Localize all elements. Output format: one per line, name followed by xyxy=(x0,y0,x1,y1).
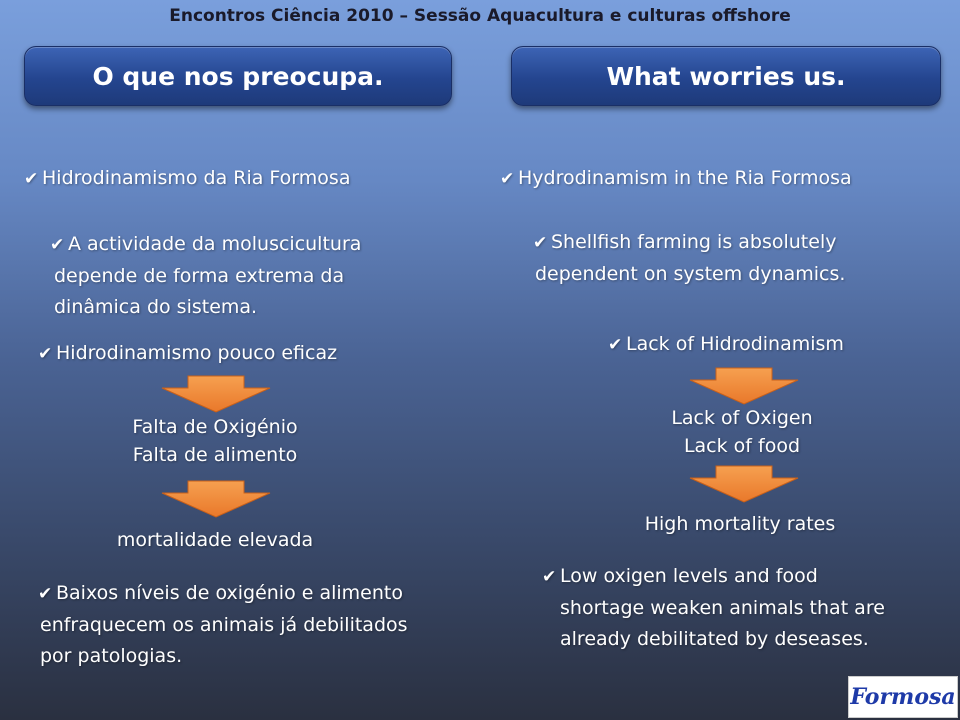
right-item-2-line-1: Shellfish farming is absolutely xyxy=(551,231,837,253)
down-arrow-icon xyxy=(688,464,800,504)
check-mark-icon: ✔ xyxy=(542,567,557,587)
right-item-4-line-3: already debilitated by deseases. xyxy=(560,628,869,650)
left-item-4-line-3: por patologias. xyxy=(40,645,183,667)
left-item-4-line-1: Baixos níveis de oxigénio e alimento xyxy=(56,582,403,604)
down-arrow-icon xyxy=(688,366,800,406)
right-item-3-text: Lack of Hidrodinamism xyxy=(626,333,844,355)
right-item-2 xyxy=(533,227,845,290)
check-mark-icon: ✔ xyxy=(24,169,39,189)
check-mark-icon: ✔ xyxy=(500,169,515,189)
left-consequence-1-line-1: Falta de Oxigénio xyxy=(132,416,298,438)
left-item-4 xyxy=(38,578,408,672)
right-header-label: What worries us. xyxy=(606,61,846,91)
right-consequence-1-line-2: Lack of food xyxy=(683,435,801,457)
right-item-4 xyxy=(542,561,885,655)
left-consequence-2: mortalidade elevada xyxy=(116,529,314,551)
right-consequence-1 xyxy=(622,404,862,460)
right-item-3 xyxy=(608,330,844,359)
left-item-3 xyxy=(38,339,337,368)
left-header-label: O que nos preocupa. xyxy=(92,61,384,91)
left-item-2-line-1: A actividade da moluscicultura xyxy=(68,233,362,255)
right-item-1 xyxy=(500,164,852,193)
left-item-1 xyxy=(24,164,350,193)
formosa-logo xyxy=(848,676,958,718)
check-mark-icon: ✔ xyxy=(38,344,53,364)
left-item-4-line-2: enfraquecem os animais já debilitados xyxy=(40,614,408,636)
check-mark-icon: ✔ xyxy=(608,335,623,355)
left-consequence-1 xyxy=(100,413,330,469)
left-item-2-line-3: dinâmica do sistema. xyxy=(54,296,258,318)
left-item-1-text: Hidrodinamismo da Ria Formosa xyxy=(42,167,351,189)
left-item-2 xyxy=(50,229,361,323)
right-item-4-line-2: shortage weaken animals that are xyxy=(560,597,885,619)
left-header xyxy=(24,46,452,106)
down-arrow-icon xyxy=(160,479,272,519)
right-item-4-line-1: Low oxigen levels and food xyxy=(560,565,818,587)
right-consequence-2: High mortality rates xyxy=(644,513,836,535)
right-consequence-1-line-1: Lack of Oxigen xyxy=(671,407,813,429)
right-item-1-text: Hydrodinamism in the Ria Formosa xyxy=(518,167,852,189)
right-item-2-line-2: dependent on system dynamics. xyxy=(535,263,846,285)
right-header xyxy=(511,46,941,106)
left-item-3-text: Hidrodinamismo pouco eficaz xyxy=(56,342,338,364)
down-arrow-icon xyxy=(160,374,272,414)
left-item-2-line-2: depende de forma extrema da xyxy=(54,265,345,287)
left-consequence-1-line-2: Falta de alimento xyxy=(132,444,298,466)
check-mark-icon: ✔ xyxy=(38,584,53,604)
check-mark-icon: ✔ xyxy=(50,235,65,255)
slide-title: Encontros Ciência 2010 – Sessão Aquacultura e culturas offshore xyxy=(169,6,791,26)
logo-text: Formosa xyxy=(850,684,956,710)
check-mark-icon: ✔ xyxy=(533,233,548,253)
